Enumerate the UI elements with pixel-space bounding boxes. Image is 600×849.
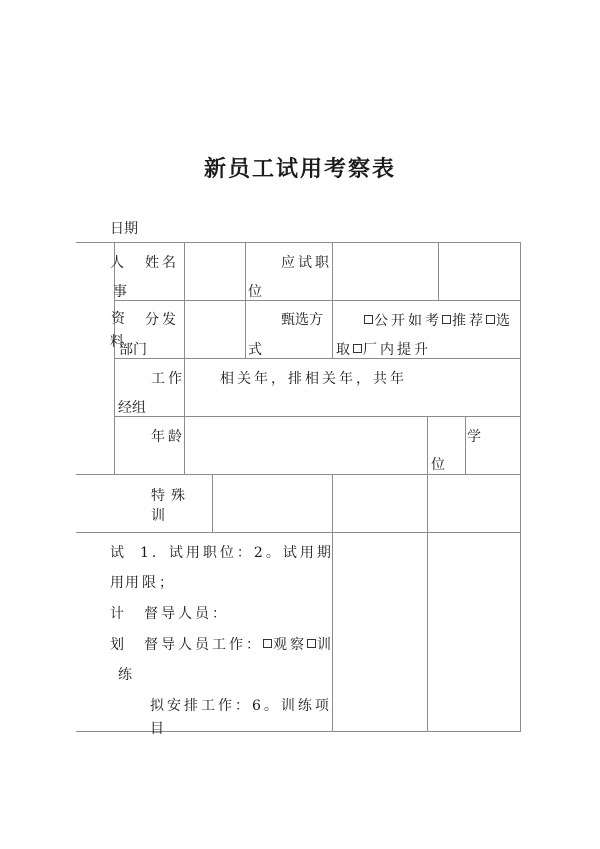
checkbox-icon[interactable] xyxy=(353,344,362,353)
work-experience-label: 经组 xyxy=(118,400,146,416)
checkbox-icon[interactable] xyxy=(307,639,316,648)
plan-line: 1．试用职位：2。试用期 xyxy=(140,545,334,561)
education-label: 学 xyxy=(467,429,481,445)
checkbox-icon[interactable] xyxy=(364,315,373,324)
department-label: 分发 xyxy=(145,312,179,328)
side-label: 划 xyxy=(110,637,124,653)
plan-line: 督导人员： xyxy=(144,606,229,622)
work-experience-label: 工作 xyxy=(151,371,185,387)
grid-line xyxy=(332,242,333,358)
name-label: 姓名 xyxy=(145,255,179,271)
side-label: 用 xyxy=(110,575,124,591)
grid-line xyxy=(184,416,185,474)
plan-line: 督导人员工作： 观察 训 xyxy=(144,637,334,653)
grid-line xyxy=(76,474,521,475)
grid-line xyxy=(520,242,521,732)
grid-line xyxy=(427,474,428,732)
special-training-label: 训 xyxy=(151,508,165,524)
education-label: 位 xyxy=(431,457,445,473)
checkbox-icon[interactable] xyxy=(442,315,451,324)
position-label: 位 xyxy=(248,284,262,300)
grid-line xyxy=(427,416,428,474)
selection-method-label: 式 xyxy=(248,342,262,358)
selection-method-label: 甄选方 xyxy=(281,312,323,328)
grid-line xyxy=(212,474,213,532)
grid-line xyxy=(465,416,466,474)
grid-line xyxy=(184,358,185,416)
side-label: 计 xyxy=(110,606,124,622)
selection-options-line2: 取 厂内提升 xyxy=(336,342,431,358)
special-training-label: 特殊 xyxy=(151,488,191,504)
position-label: 应试职 xyxy=(281,255,332,271)
grid-line xyxy=(114,300,521,301)
grid-line xyxy=(76,532,521,533)
work-experience-text: 相关年，排相关年，共年 xyxy=(220,371,407,387)
date-label: 日期 xyxy=(110,221,138,237)
side-label: 人 xyxy=(110,255,124,271)
grid-line xyxy=(438,242,439,300)
grid-line xyxy=(332,474,333,732)
plan-line: 目 xyxy=(150,721,164,737)
checkbox-icon[interactable] xyxy=(486,315,495,324)
selection-options-line1: 公开如考 推荐 选 xyxy=(364,313,513,329)
grid-line xyxy=(114,416,521,417)
side-label: 试 xyxy=(110,545,124,561)
page-title: 新员工试用考察表 xyxy=(203,157,396,182)
plan-line: 练 xyxy=(118,667,132,683)
grid-line xyxy=(114,358,521,359)
side-label: 料 xyxy=(110,334,124,350)
department-label: 部门 xyxy=(119,342,147,358)
side-label: 事 xyxy=(113,284,127,300)
age-label: 年龄 xyxy=(151,429,185,445)
grid-line xyxy=(76,242,521,243)
checkbox-icon[interactable] xyxy=(263,639,272,648)
grid-line xyxy=(76,731,521,732)
grid-line xyxy=(114,242,115,474)
plan-line: 拟安排工作：6。训练项 xyxy=(150,698,332,714)
plan-line: 用限； xyxy=(125,575,176,591)
side-label: 资 xyxy=(111,311,125,327)
grid-line xyxy=(184,242,185,358)
grid-line xyxy=(245,242,246,358)
